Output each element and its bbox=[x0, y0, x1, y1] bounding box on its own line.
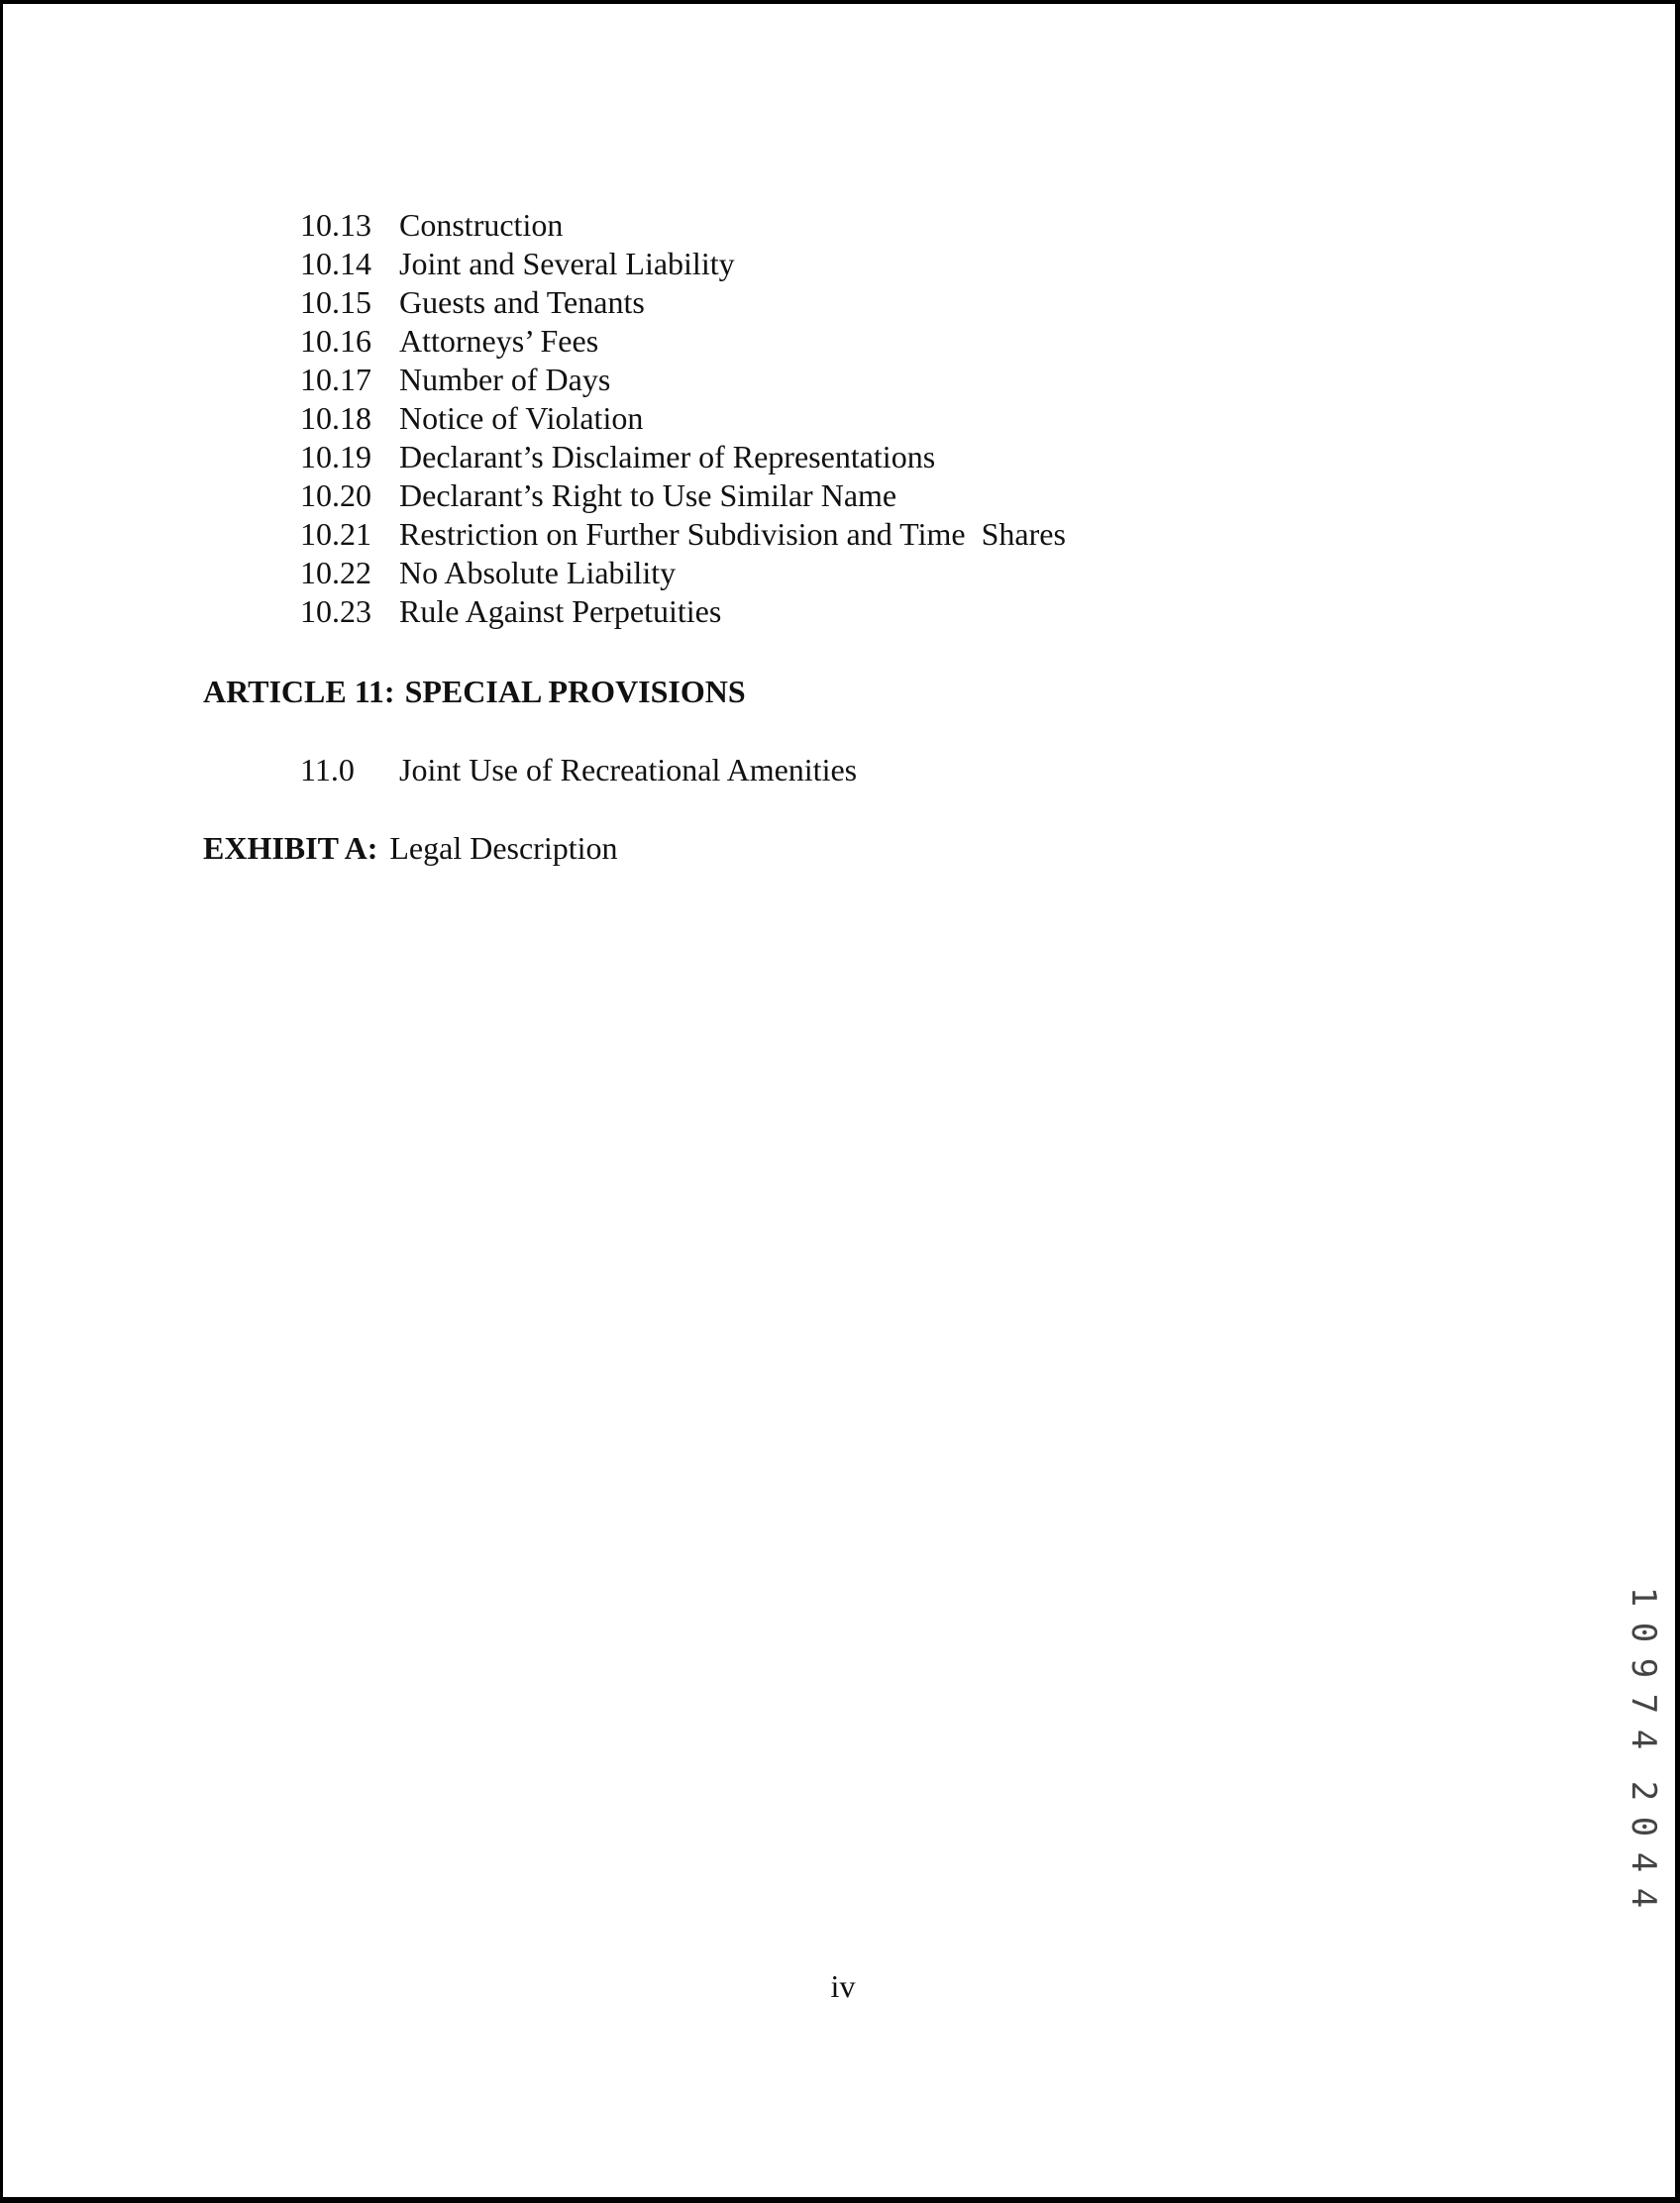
toc-entry-10-23 bbox=[300, 592, 721, 630]
toc-entry-title: Declarant’s Disclaimer of Representations bbox=[399, 439, 936, 474]
exhibit-label: EXHIBIT A: bbox=[203, 830, 378, 866]
toc-entry-10-15 bbox=[300, 283, 645, 321]
toc-entry-title: Joint and Several Liability bbox=[399, 246, 735, 281]
bates-number bbox=[1618, 1577, 1669, 1914]
toc-entry-title: Joint Use of Recreational Amenities bbox=[399, 752, 858, 787]
toc-entry-10-21 bbox=[300, 515, 1066, 553]
toc-entry-10-20 bbox=[300, 476, 896, 514]
bates-digit: 1 bbox=[1624, 1586, 1663, 1608]
toc-entry-number: 10.20 bbox=[300, 477, 371, 513]
toc-entry-10-18 bbox=[300, 399, 643, 437]
toc-entry-title: Construction bbox=[399, 207, 564, 243]
bates-digit: 2 bbox=[1624, 1780, 1663, 1802]
article-label: ARTICLE 11: bbox=[203, 674, 395, 709]
toc-entry-10-19 bbox=[300, 438, 935, 475]
toc-entry-number: 11.0 bbox=[300, 752, 355, 787]
exhibit-title: Legal Description bbox=[389, 830, 618, 866]
bates-digit: 4 bbox=[1624, 1887, 1663, 1909]
bates-digit: 0 bbox=[1624, 1622, 1663, 1643]
toc-entry-11-0 bbox=[300, 751, 857, 788]
bates-digit: 9 bbox=[1624, 1657, 1663, 1679]
page-number: iv bbox=[830, 1968, 856, 2004]
toc-entry-number: 10.14 bbox=[300, 246, 371, 281]
toc-entry-title: Restriction on Further Subdivision and Time Shares bbox=[399, 516, 1066, 552]
toc-entry-number: 10.17 bbox=[300, 362, 371, 397]
toc-entry-10-17 bbox=[300, 361, 610, 398]
toc-entry-title: No Absolute Liability bbox=[399, 555, 677, 590]
toc-entry-number: 10.13 bbox=[300, 207, 371, 243]
toc-entry-number: 10.16 bbox=[300, 323, 371, 359]
toc-entry-title: Rule Against Perpetuities bbox=[399, 593, 722, 629]
toc-entry-10-13 bbox=[300, 206, 563, 244]
bates-digit: 4 bbox=[1624, 1851, 1663, 1873]
toc-entry-title: Attorneys’ Fees bbox=[399, 323, 599, 359]
toc-entry-number: 10.21 bbox=[300, 516, 371, 552]
toc-entry-number: 10.18 bbox=[300, 400, 371, 436]
toc-entry-number: 10.15 bbox=[300, 284, 371, 320]
toc-entry-title: Number of Days bbox=[399, 362, 611, 397]
toc-entry-title: Declarant’s Right to Use Similar Name bbox=[399, 477, 897, 513]
toc-entry-number: 10.19 bbox=[300, 439, 371, 474]
toc-entry-title: Notice of Violation bbox=[399, 400, 644, 436]
exhibit-heading bbox=[203, 829, 618, 867]
article-title: SPECIAL PROVISIONS bbox=[404, 674, 746, 709]
toc-entry-number: 10.23 bbox=[300, 593, 371, 629]
toc-entry-number: 10.22 bbox=[300, 555, 371, 590]
bates-digit: 0 bbox=[1624, 1816, 1663, 1837]
bates-digit: 7 bbox=[1624, 1693, 1663, 1715]
bates-digit: 4 bbox=[1624, 1729, 1663, 1750]
toc-entry-10-14 bbox=[300, 245, 735, 282]
toc-entry-10-22 bbox=[300, 554, 676, 591]
toc-entry-10-16 bbox=[300, 322, 598, 360]
article-heading bbox=[203, 673, 746, 710]
toc-entry-title: Guests and Tenants bbox=[399, 284, 645, 320]
